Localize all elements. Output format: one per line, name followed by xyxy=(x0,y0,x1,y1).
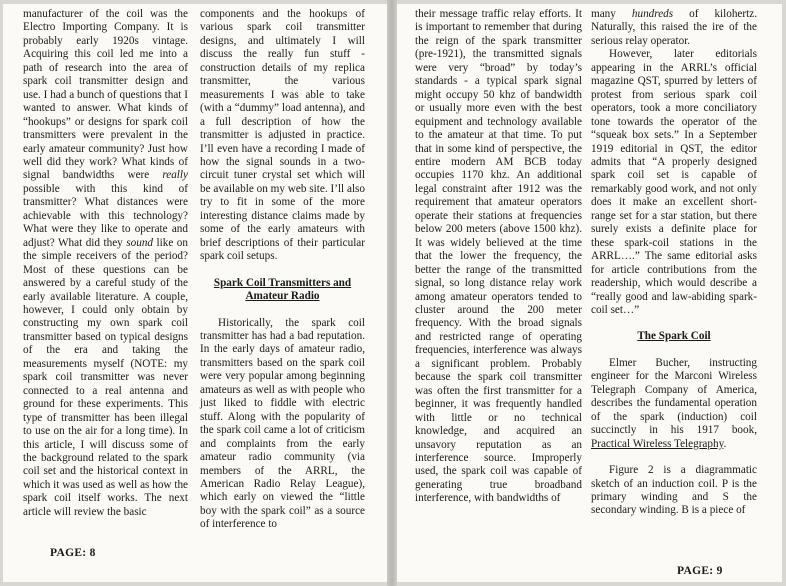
body-text: many hundreds of kilohertz. Naturally, this raised the ire of the serious relay operator. xyxy=(591,8,757,47)
section-heading: Spark Coil Transmitters and Amateur Radio xyxy=(213,276,352,303)
left-page xyxy=(3,4,387,582)
body-text: components and the hookups of various spark coil transmitter designs, and ultimately I will discuss the really fun stuff - construction details of my replica transmitter, the various measurements I was able to take (with a “dummy” load antenna), and a full description of how the transmitter is adjusted in practice. I’ll even have a recording I made of how the signal sounds in a two-circuit tuner crystal set which will be available on my web site. I’ll also try to fit in some of the more interesting distance claims made by some of the early amateurs with brief descriptions of their particular spark coil setups. xyxy=(200,8,365,263)
page-number: PAGE: 9 xyxy=(677,565,723,577)
left-column-2 xyxy=(200,8,365,532)
right-page xyxy=(397,4,782,582)
body-text: their message traffic relay efforts. It is important to remember that during the reign of the spark transmitter (pre-1921), the transmitted signals were very “broad” by today’s standards - a typical spark signal might occupy 50 khz of bandwidth or usually more even with the best equipment and technology available to the amateur at that time. To put that in some kind of perspective, the entire modern AM BCB today occupies 1170 khz. An additional legal constraint after 1912 was the requirement that amateur operators operate their stations at frequencies below 200 meters (above 1500 khz). It was widely believed at the time that the lower the frequency, the better the range of the transmitted signal, so long distance relay work among amateur operators tended to cluster around the 200 meter frequency. With the broad signals and restricted range of operating frequencies, interference was always a significant problem. Probably because the spark coil transmitter was often the first transmitter for a beginner, it was frequently handled with little or no technical knowledge, and acquired an unsavory reputation as an interference source. Improperly used, the spark coil was capable of generating true broadband interference, with bandwidths of xyxy=(415,8,582,505)
body-text: manufacturer of the coil was the Electro Importing Company. It is probably early 1920s vintage. Acquiring this coil led me into a path of research into the area of spark coil transmitter design and use. I had a bunch of questions that I wanted to answer. What kinds of “hookups” or designs for spark coil transmitters were prevalent in the early amateur community? Just how well did they work? What kinds of signal bandwidths were really possible with this kind of transmitter? What distances were achievable with this technology? What were they like to operate and adjust? What did they sound like on the simple receivers of the period? Most of these questions can be answered by a careful study of the early available literature. A couple, however, I could only obtain by constructing my own spark coil transmitter based on typical designs of the era and taking the measurements myself (NOTE: my spark coil transmitter was never connected to a real antenna and ground for these experiments. This type of transmitter has been illegal to use on the air for a long time). In this article, I will discuss some of the background related to the spark coil set and the historical context in which it was used as well as how the spark coil itself works. The next article will review the basic xyxy=(23,8,188,518)
body-text: Elmer Bucher, instructing engineer for the Marconi Wireless Telegraph Company of America, describes the fundamental operation of the spark (induction) coil succinctly in his 1917 book, Practical Wireless Telegraphy. xyxy=(591,356,757,450)
right-column-1 xyxy=(415,8,582,506)
body-text: Figure 2 is a diagrammatic sketch of an induction coil. P is the primary winding and S the secondary winding. B is a piece of xyxy=(591,464,757,517)
page-gutter xyxy=(387,0,397,586)
section-heading: The Spark Coil xyxy=(637,330,711,343)
body-text: However, later editorials appearing in the ARRL’s official magazine QST, spurred by letters of protest from serious spark coil operators, took a more conciliatory tone towards the operator of the “squeak box sets.” In a September 1919 editorial in QST, the editor admits that “A properly designed spark coil set is capable of remarkably good work, and not only does it make an excellent short-range set for a star station, but there surely exists a definite place for these spark-coil stations in the ARRL….” The same editorial asks for article contributions from the readership, which would describe a “really good and law-abiding spark-coil set…” xyxy=(591,48,757,316)
page-number: PAGE: 8 xyxy=(50,547,96,559)
left-column-1 xyxy=(23,8,188,519)
right-column-2 xyxy=(591,8,757,518)
body-text: Historically, the spark coil transmitter has had a bad reputation. In the early days of amateur radio, transmitters based on the spark coil were very popular among beginning amateurs as well as with people who just liked to fiddle with electric stuff. Along with the popularity of the spark coil came a lot of criticism and complaints from the early amateur radio community (via members of the ARRL, the American Radio Relay League), which early on viewed the “little boy with the spark coil” as a source of interference to xyxy=(200,316,365,531)
